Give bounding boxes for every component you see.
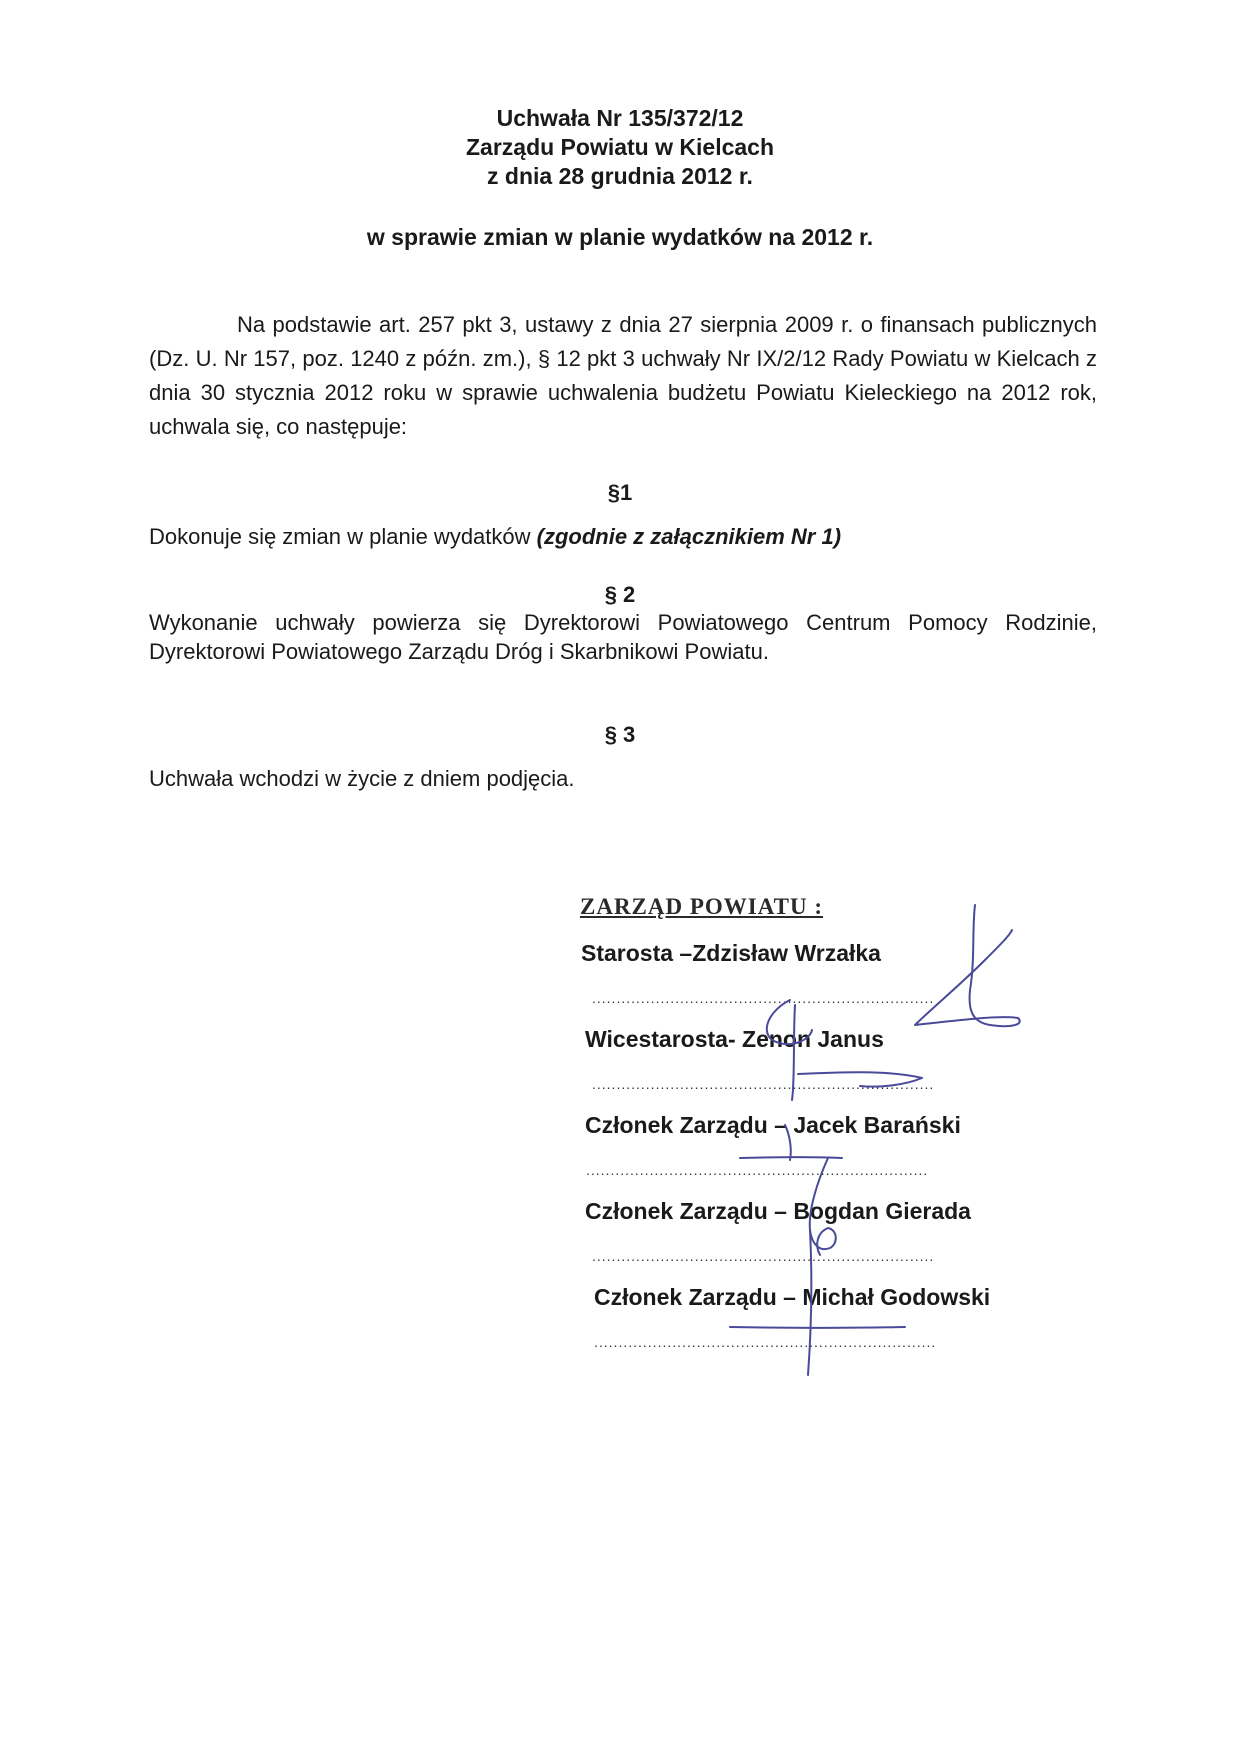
resolution-date: z dnia 28 grudnia 2012 r.: [487, 163, 753, 189]
section-2-text: Wykonanie uchwały powierza się Dyrektorowi Powiatowego Centrum Pomocy Rodzinie, Dyrektorowi Powiatowego Zarządu Dróg i Skarbnikowi Powiatu.: [149, 610, 1097, 664]
signature-line: ......................................................................: [586, 1162, 929, 1178]
member-baranski: Członek Zarządu – Jacek Barański: [585, 1112, 961, 1138]
section-2-title: § 2: [604, 582, 636, 607]
section-1-emphasis: (zgodnie z załącznikiem Nr 1): [536, 524, 842, 549]
section-3-title: § 3: [604, 722, 636, 747]
section-1-text: [149, 522, 1097, 551]
signature-line: ......................................................................: [592, 1076, 935, 1092]
section-1-body: Dokonuje się zmian w planie wydatków: [149, 524, 537, 549]
signature-line: ......................................................................: [592, 990, 935, 1006]
legal-basis-paragraph: Na podstawie art. 257 pkt 3, ustawy z dnia 27 sierpnia 2009 r. o finansach publicznych (Dz. U. Nr 157, poz. 1240 z późn. zm.), § 12 pkt 3 uchwały Nr IX/2/12 Rady Powiatu w Kielcach z dnia 30 stycznia 2012 roku w sprawie uchwalenia budżetu Powiatu Kieleckiego na 2012 rok, uchwala się, co następuje:: [149, 312, 1097, 439]
member-starosta: Starosta –Zdzisław Wrzałka: [581, 940, 881, 966]
member-wicestarosta: Wicestarosta- Zenon Janus: [585, 1026, 884, 1052]
section-1-title: §1: [607, 480, 633, 505]
member-godowski: Członek Zarządu – Michał Godowski: [594, 1284, 991, 1310]
signature-stroke: [915, 905, 1020, 1026]
resolution-header: [0, 104, 1240, 191]
section-3-text: Uchwała wchodzi w życie z dniem podjęcia.: [149, 766, 575, 791]
board-title: ZARZĄD POWIATU :: [580, 894, 824, 919]
resolution-number: Uchwała Nr 135/372/12: [496, 105, 744, 131]
signature-line: ......................................................................: [594, 1334, 937, 1350]
issuing-body: Zarządu Powiatu w Kielcach: [465, 134, 775, 160]
member-gierada: Członek Zarządu – Bogdan Gierada: [585, 1198, 971, 1224]
resolution-subject: w sprawie zmian w planie wydatków na 2012 r.: [366, 224, 874, 250]
signature-line: ......................................................................: [592, 1248, 935, 1264]
